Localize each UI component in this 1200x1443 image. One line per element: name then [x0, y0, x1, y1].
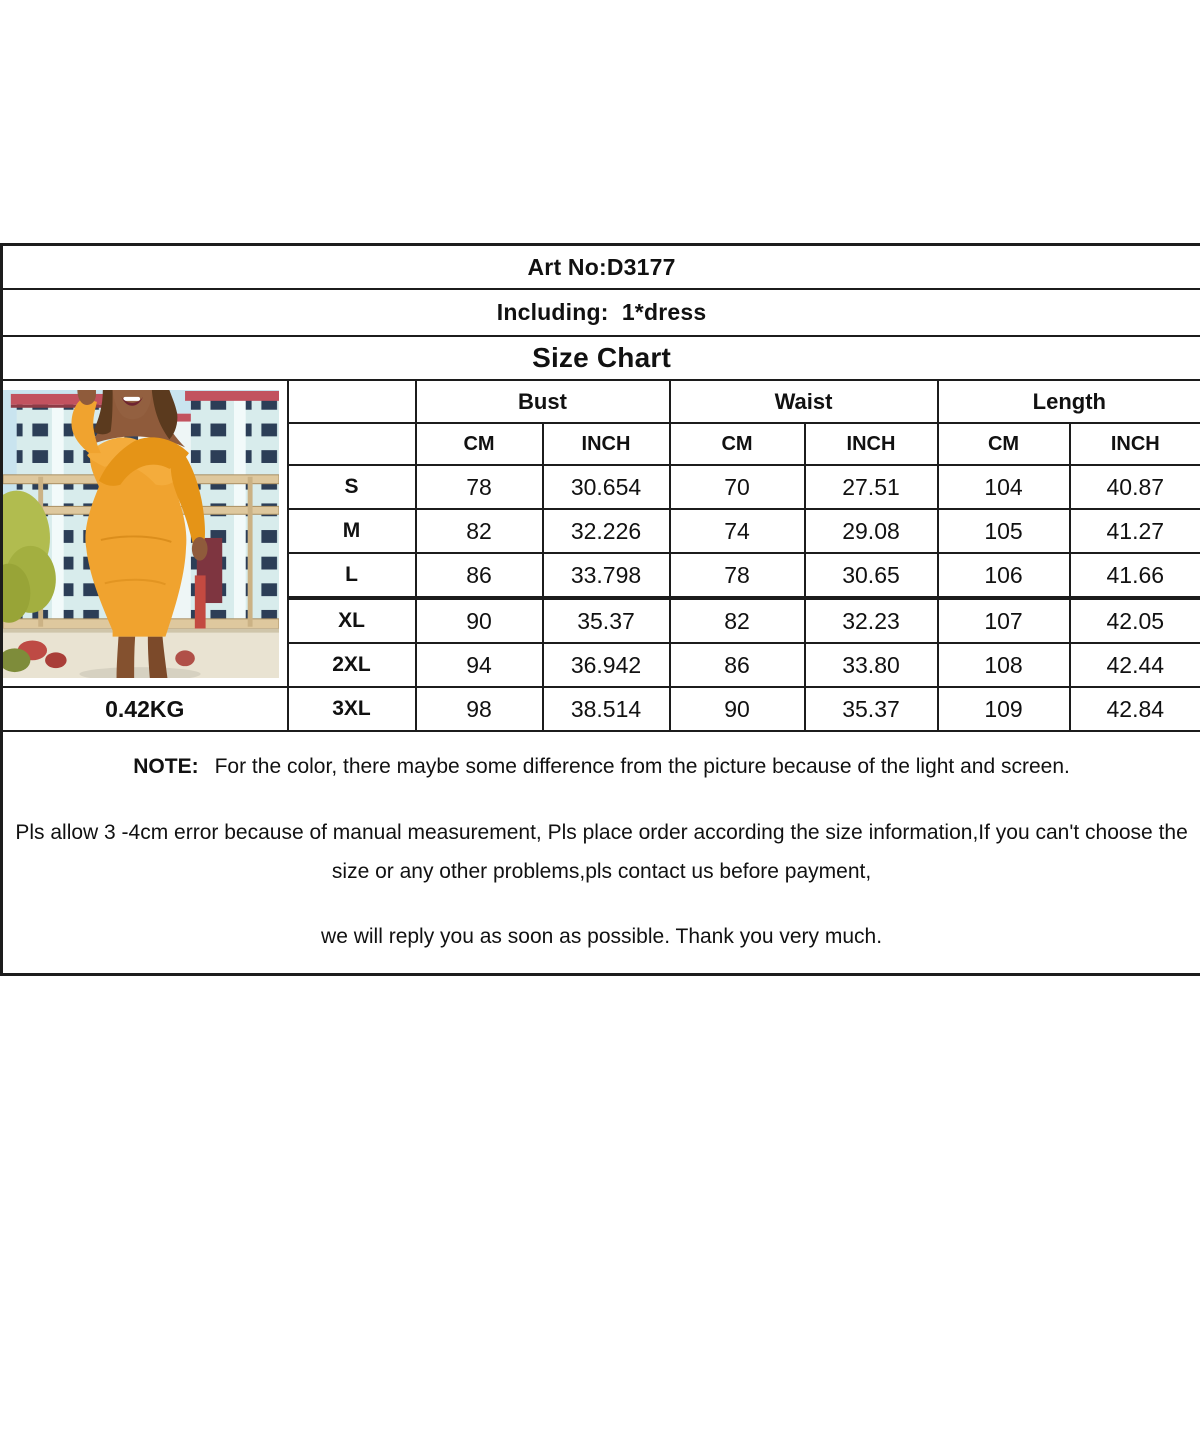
- bust-inch-cell: 30.654: [543, 465, 670, 509]
- bust-cm-cell: 90: [416, 598, 543, 643]
- unit-waist-inch: INCH: [805, 423, 938, 465]
- note-line-1: [3, 748, 1200, 787]
- col-header-length: Length: [938, 380, 1200, 423]
- size-chart-title-row: [2, 336, 1200, 380]
- product-photo: [3, 390, 279, 678]
- length-cm-cell: 105: [938, 509, 1070, 553]
- size-cell: M: [288, 509, 416, 553]
- length-cm-cell: 106: [938, 553, 1070, 598]
- length-cm-cell: 109: [938, 687, 1070, 731]
- note-text-2: Pls allow 3 -4cm error because of manual measurement, Pls place order according the size information,If you can't choose the size or any other problems,pls contact us before payment,: [3, 814, 1200, 892]
- size-cell: L: [288, 553, 416, 598]
- art-no-text: Art No:D3177: [2, 245, 1200, 290]
- size-cell: 2XL: [288, 643, 416, 687]
- bust-inch-cell: 36.942: [543, 643, 670, 687]
- length-inch-cell: 42.84: [1070, 687, 1200, 731]
- product-photo-cell: [2, 380, 288, 687]
- waist-cm-cell: 78: [670, 553, 805, 598]
- bust-cm-cell: 98: [416, 687, 543, 731]
- unit-bust-inch: INCH: [543, 423, 670, 465]
- size-cell: 3XL: [288, 687, 416, 731]
- including-text: Including: 1*dress: [2, 289, 1200, 336]
- waist-inch-cell: 33.80: [805, 643, 938, 687]
- unit-length-cm: CM: [938, 423, 1070, 465]
- note-text-1: For the color, there maybe some difference from the picture because of the light and screen.: [215, 755, 1070, 778]
- unit-waist-cm: CM: [670, 423, 805, 465]
- waist-inch-cell: 32.23: [805, 598, 938, 643]
- size-cell: S: [288, 465, 416, 509]
- col-header-bust: Bust: [416, 380, 670, 423]
- unit-bust-cm: CM: [416, 423, 543, 465]
- size-column-header-blank: [288, 380, 416, 423]
- note-label: NOTE:: [133, 755, 198, 778]
- size-chart-title: Size Chart: [2, 336, 1200, 380]
- art-no-row: [2, 245, 1200, 290]
- length-inch-cell: 40.87: [1070, 465, 1200, 509]
- waist-cm-cell: 86: [670, 643, 805, 687]
- size-chart-table: [0, 243, 1200, 976]
- waist-inch-cell: 30.65: [805, 553, 938, 598]
- bust-inch-cell: 38.514: [543, 687, 670, 731]
- note-text-3: we will reply you as soon as possible. Thank you very much.: [3, 918, 1200, 957]
- length-cm-cell: 107: [938, 598, 1070, 643]
- measure-group-header-row: [2, 380, 1200, 423]
- note-row: [2, 731, 1200, 975]
- bust-inch-cell: 32.226: [543, 509, 670, 553]
- unit-length-inch: INCH: [1070, 423, 1200, 465]
- waist-cm-cell: 90: [670, 687, 805, 731]
- size-cell: XL: [288, 598, 416, 643]
- note-section: [2, 731, 1200, 975]
- waist-cm-cell: 70: [670, 465, 805, 509]
- including-row: [2, 289, 1200, 336]
- weight-cell: 0.42KG: [2, 687, 288, 731]
- bust-cm-cell: 78: [416, 465, 543, 509]
- waist-cm-cell: 82: [670, 598, 805, 643]
- size-row-3xl: [2, 687, 1200, 731]
- length-inch-cell: 41.27: [1070, 509, 1200, 553]
- bust-inch-cell: 35.37: [543, 598, 670, 643]
- waist-inch-cell: 27.51: [805, 465, 938, 509]
- bust-inch-cell: 33.798: [543, 553, 670, 598]
- length-inch-cell: 42.44: [1070, 643, 1200, 687]
- length-inch-cell: 41.66: [1070, 553, 1200, 598]
- waist-inch-cell: 35.37: [805, 687, 938, 731]
- bust-cm-cell: 82: [416, 509, 543, 553]
- size-chart-sheet: [0, 243, 1200, 976]
- bust-cm-cell: 94: [416, 643, 543, 687]
- col-header-waist: Waist: [670, 380, 938, 423]
- unit-header-blank: [288, 423, 416, 465]
- waist-inch-cell: 29.08: [805, 509, 938, 553]
- waist-cm-cell: 74: [670, 509, 805, 553]
- length-cm-cell: 108: [938, 643, 1070, 687]
- length-inch-cell: 42.05: [1070, 598, 1200, 643]
- bust-cm-cell: 86: [416, 553, 543, 598]
- length-cm-cell: 104: [938, 465, 1070, 509]
